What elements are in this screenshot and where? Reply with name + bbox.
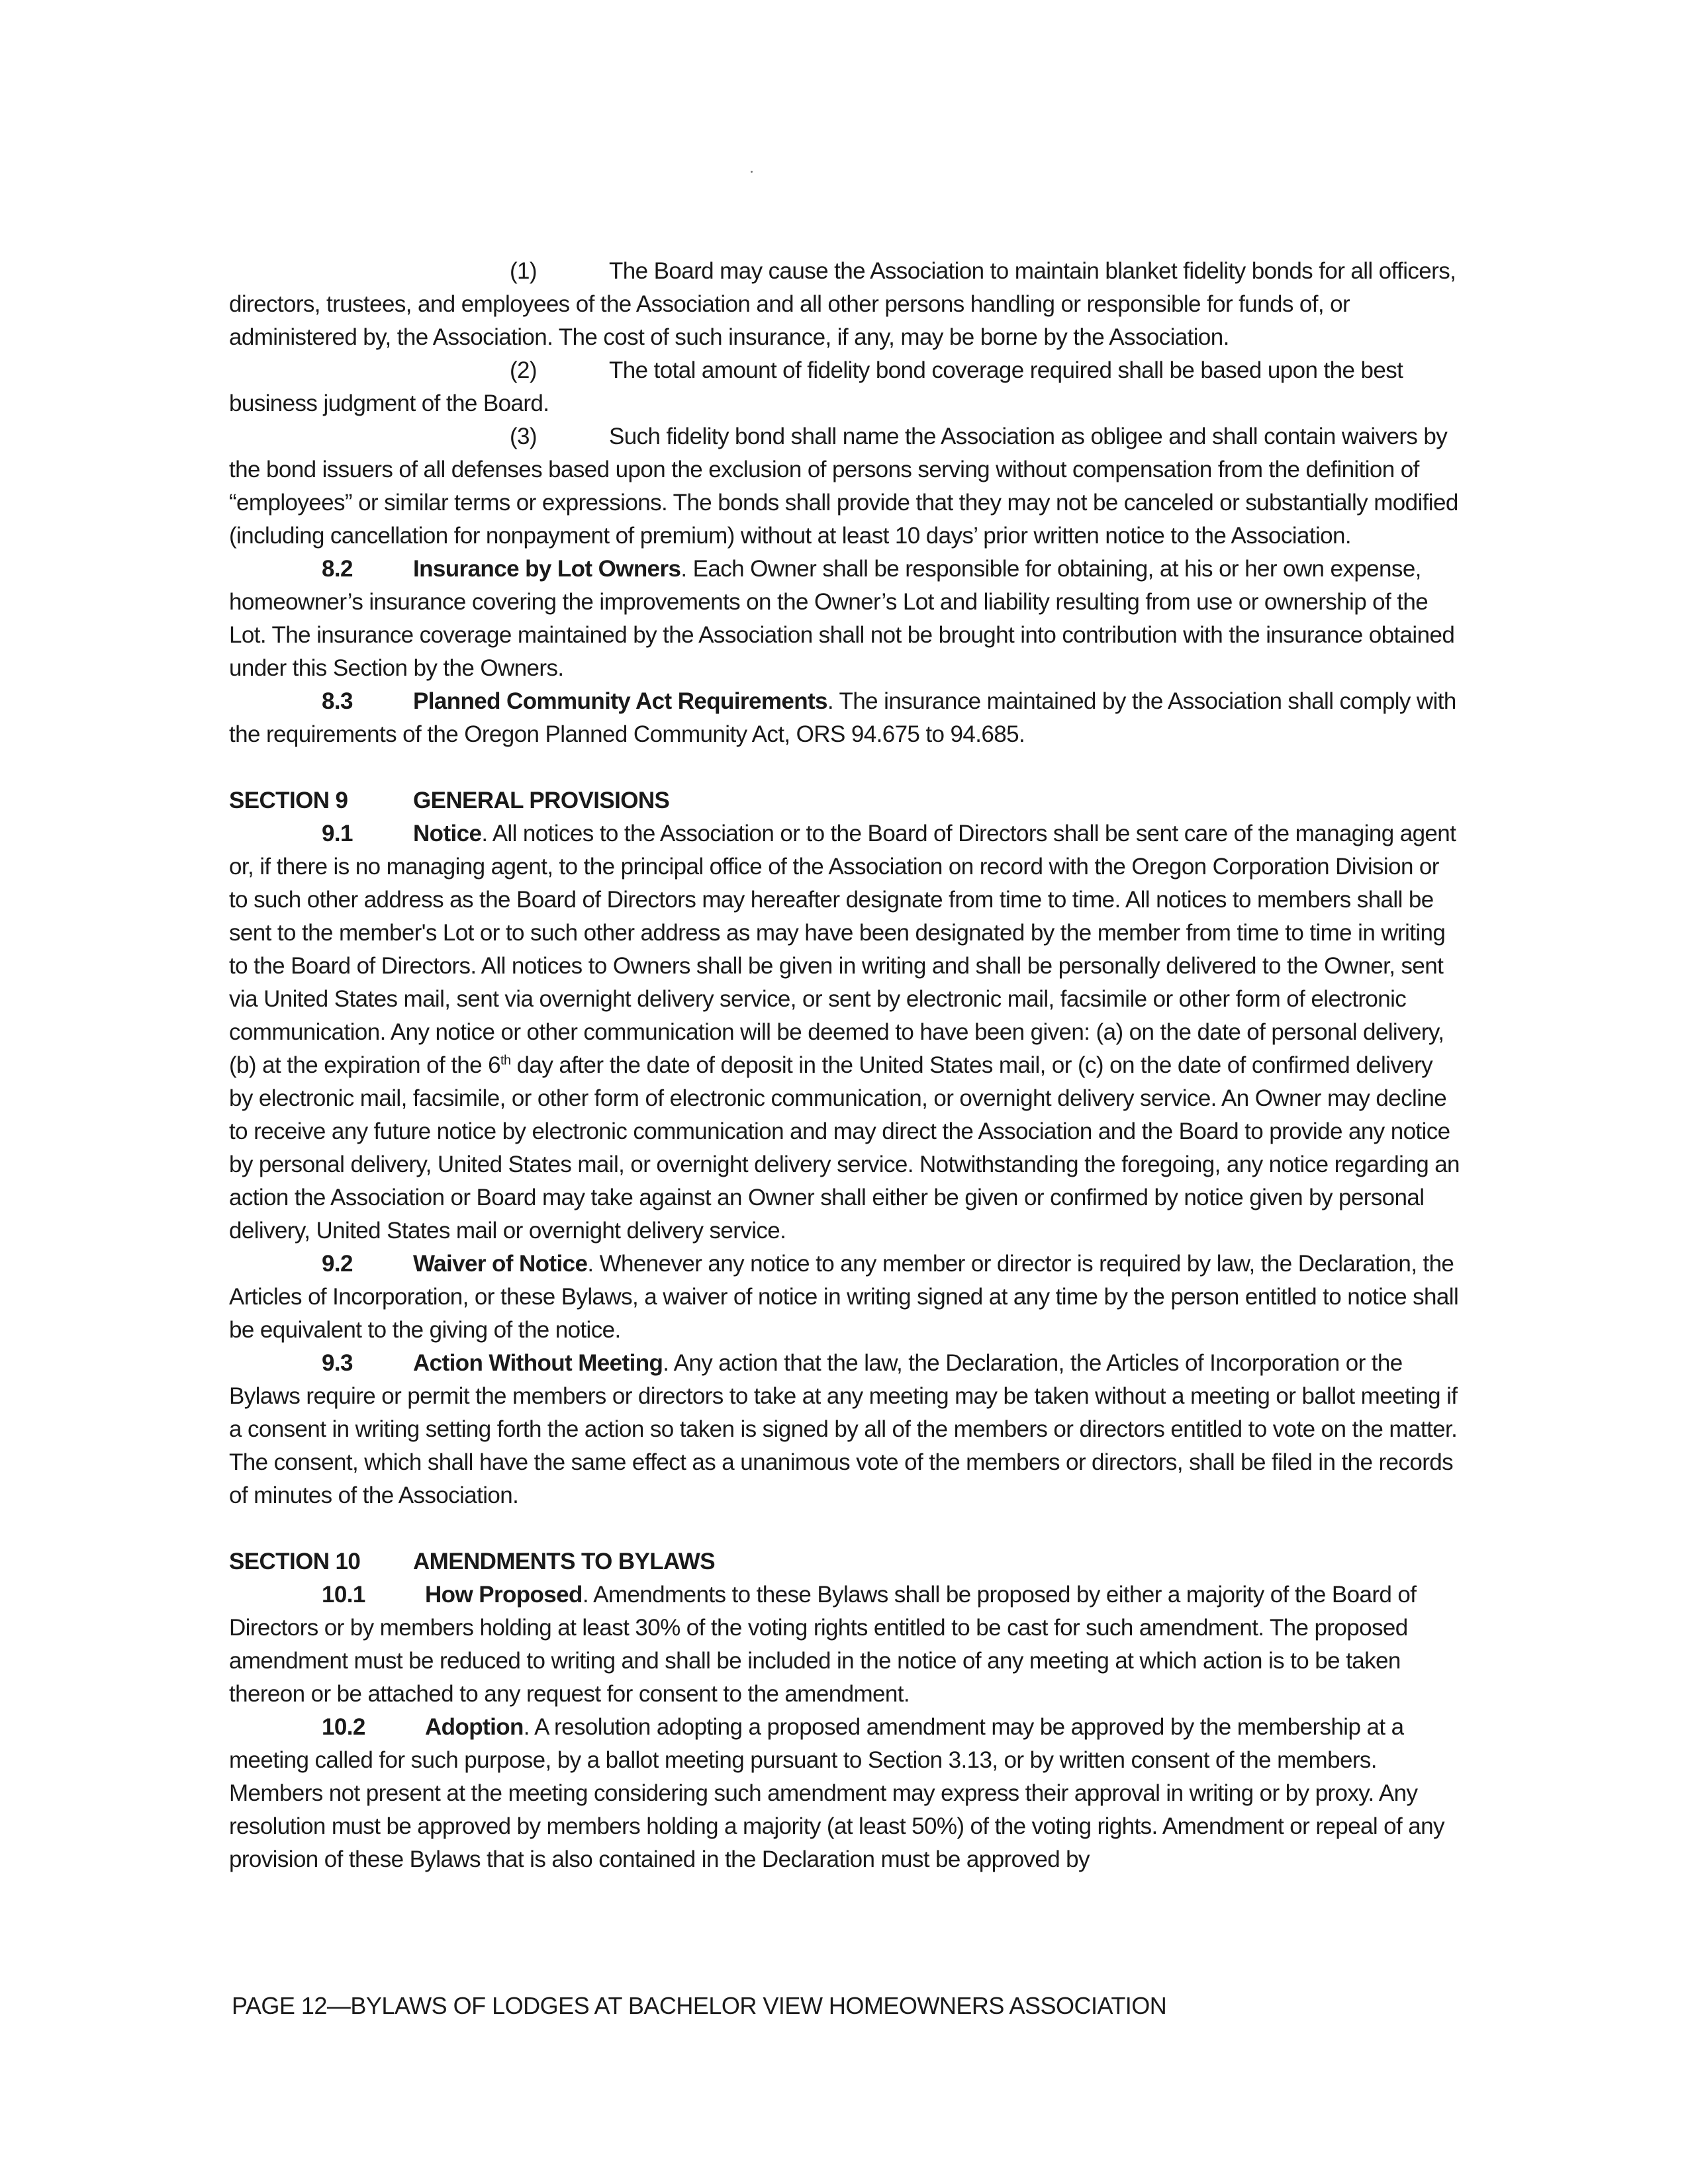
section-number: SECTION 9 bbox=[229, 788, 348, 813]
paragraph-text: . Any action that the law, the Declaration, the Articles of Incorporation or the Bylaws require or permit the members or directors to take at any meeting may be taken without a meeting or ballot meeting if a consent in writing setting forth the action so taken is signed by all of the members or directors entitled to vote on the matter. The consent, which shall have the same effect as a unanimous vote of the members or directors, shall be filed in the records of minutes of the Association. bbox=[229, 1350, 1458, 1508]
section-9-3 bbox=[229, 1347, 1460, 1512]
paragraph-number: 8.2 bbox=[322, 556, 353, 582]
subitem-number: (2) bbox=[510, 357, 537, 383]
paragraph-number: 10.1 bbox=[322, 1582, 365, 1608]
section-8-2 bbox=[229, 553, 1460, 685]
fidelity-subitem-1 bbox=[229, 255, 1460, 354]
section-number: SECTION 10 bbox=[229, 1549, 361, 1574]
paragraph-text: . Amendments to these Bylaws shall be proposed by either a majority of the Board of Directors or by members holding at least 30% of the voting rights entitled to be cast for such amendment. The proposed amendment must be reduced to writing and shall be included in the notice of any meeting at which action is to be taken thereon or be attached to any request for consent to the amendment. bbox=[229, 1582, 1417, 1707]
paragraph-text: . A resolution adopting a proposed amendment may be approved by the membership at a meeting called for such purpose, by a ballot meeting pursuant to Section 3.13, or by written consent of the members. Members not present at the meeting considering such amendment may express their approval in writing or by proxy. Any resolution must be approved by members holding a majority (at least 50%) of the voting rights. Amendment or repeal of any provision of these Bylaws that is also contained in the Declaration must be approved by bbox=[229, 1714, 1444, 1872]
section-10-1 bbox=[229, 1578, 1460, 1711]
section-9-heading bbox=[229, 784, 1460, 817]
subitem-number: (3) bbox=[510, 424, 537, 449]
section-title: AMENDMENTS TO BYLAWS bbox=[413, 1549, 715, 1574]
subitem-text: Such fidelity bond shall name the Association as obligee and shall contain waivers by the bond issuers of all defenses based upon the exclusion of persons serving without compensation from the definition of “employees” or similar terms or expressions. The bonds shall provide that they may not be canceled or substantially modified (including cancellation for nonpayment of premium) without at least 10 days’ prior written notice to the Association. bbox=[229, 424, 1458, 549]
paragraph-heading: Insurance by Lot Owners bbox=[413, 556, 681, 582]
fidelity-subitem-3 bbox=[229, 420, 1460, 553]
section-9-1 bbox=[229, 817, 1460, 1248]
paragraph-heading: Waiver of Notice bbox=[413, 1251, 588, 1277]
document-body bbox=[229, 255, 1460, 1876]
section-8-3 bbox=[229, 685, 1460, 751]
scan-speck bbox=[751, 171, 753, 173]
subitem-number: (1) bbox=[510, 258, 537, 284]
paragraph-heading: How Proposed bbox=[425, 1582, 583, 1608]
paragraph-text-continued: day after the date of deposit in the United States mail, or (c) on the date of confirmed delivery by electronic mail, facsimile, or other form of electronic communication, or overnight delivery service. An Owner may decline to receive any future notice by electronic communication and may direct the Association and the Board to provide any notice by personal delivery, United States mail, or overnight delivery service. Notwithstanding the foregoing, any notice regarding an action the Association or Board may take against an Owner shall either be given or confirmed by notice given by personal delivery, United States mail or overnight delivery service. bbox=[229, 1052, 1460, 1244]
paragraph-text: . Whenever any notice to any member or director is required by law, the Declaration, the Articles of Incorporation, or these Bylaws, a waiver of notice in writing signed at any time by the person entitled to notice shall be equivalent to the giving of the notice. bbox=[229, 1251, 1459, 1343]
paragraph-text: . All notices to the Association or to the Board of Directors shall be sent care of the managing agent or, if there is no managing agent, to the principal office of the Association on record with the Oregon Corporation Division or to such other address as the Board of Directors may hereafter designate from time to time. All notices to members shall be sent to the member's Lot or to such other address as may have been designated by the member from time to time in writing to the Board of Directors. All notices to Owners shall be given in writing and shall be personally delivered to the Owner, sent via United States mail, sent via overnight delivery service, or sent by electronic mail, facsimile or other form of electronic communication. Any notice or other communication will be deemed to have been given: (a) on the date of personal delivery, (b) at the expiration of the 6 bbox=[229, 821, 1456, 1078]
section-10-2 bbox=[229, 1711, 1460, 1876]
paragraph-number: 8.3 bbox=[322, 688, 353, 714]
section-title: GENERAL PROVISIONS bbox=[413, 788, 670, 813]
paragraph-number: 9.2 bbox=[322, 1251, 353, 1277]
paragraph-heading: Planned Community Act Requirements bbox=[413, 688, 827, 714]
section-9-2 bbox=[229, 1248, 1460, 1347]
paragraph-heading: Adoption bbox=[425, 1714, 524, 1740]
section-10-heading bbox=[229, 1545, 1460, 1578]
paragraph-number: 10.2 bbox=[322, 1714, 365, 1740]
paragraph-number: 9.1 bbox=[322, 821, 353, 846]
fidelity-subitem-2 bbox=[229, 354, 1460, 420]
paragraph-text: . Each Owner shall be responsible for obtaining, at his or her own expense, homeowner’s insurance covering the improvements on the Owner’s Lot and liability resulting from use or ownership of the Lot. The insurance coverage maintained by the Association shall not be brought into contribution with the insurance obtained under this Section by the Owners. bbox=[229, 556, 1455, 681]
ordinal-suffix: th bbox=[500, 1053, 511, 1068]
page-footer: PAGE 12—BYLAWS OF LODGES AT BACHELOR VIEW HOMEOWNERS ASSOCIATION bbox=[232, 1992, 1167, 2019]
paragraph-heading: Action Without Meeting bbox=[413, 1350, 663, 1376]
paragraph-number: 9.3 bbox=[322, 1350, 353, 1376]
paragraph-heading: Notice bbox=[413, 821, 482, 846]
subitem-text: The total amount of fidelity bond coverage required shall be based upon the best business judgment of the Board. bbox=[229, 357, 1403, 416]
subitem-text: The Board may cause the Association to maintain blanket fidelity bonds for all officers, directors, trustees, and employees of the Association and all other persons handling or responsible for funds of, or administered by, the Association. The cost of such insurance, if any, may be borne by the Association. bbox=[229, 258, 1456, 350]
paragraph-text: . The insurance maintained by the Association shall comply with the requirements of the Oregon Planned Community Act, ORS 94.675 to 94.685. bbox=[229, 688, 1456, 747]
